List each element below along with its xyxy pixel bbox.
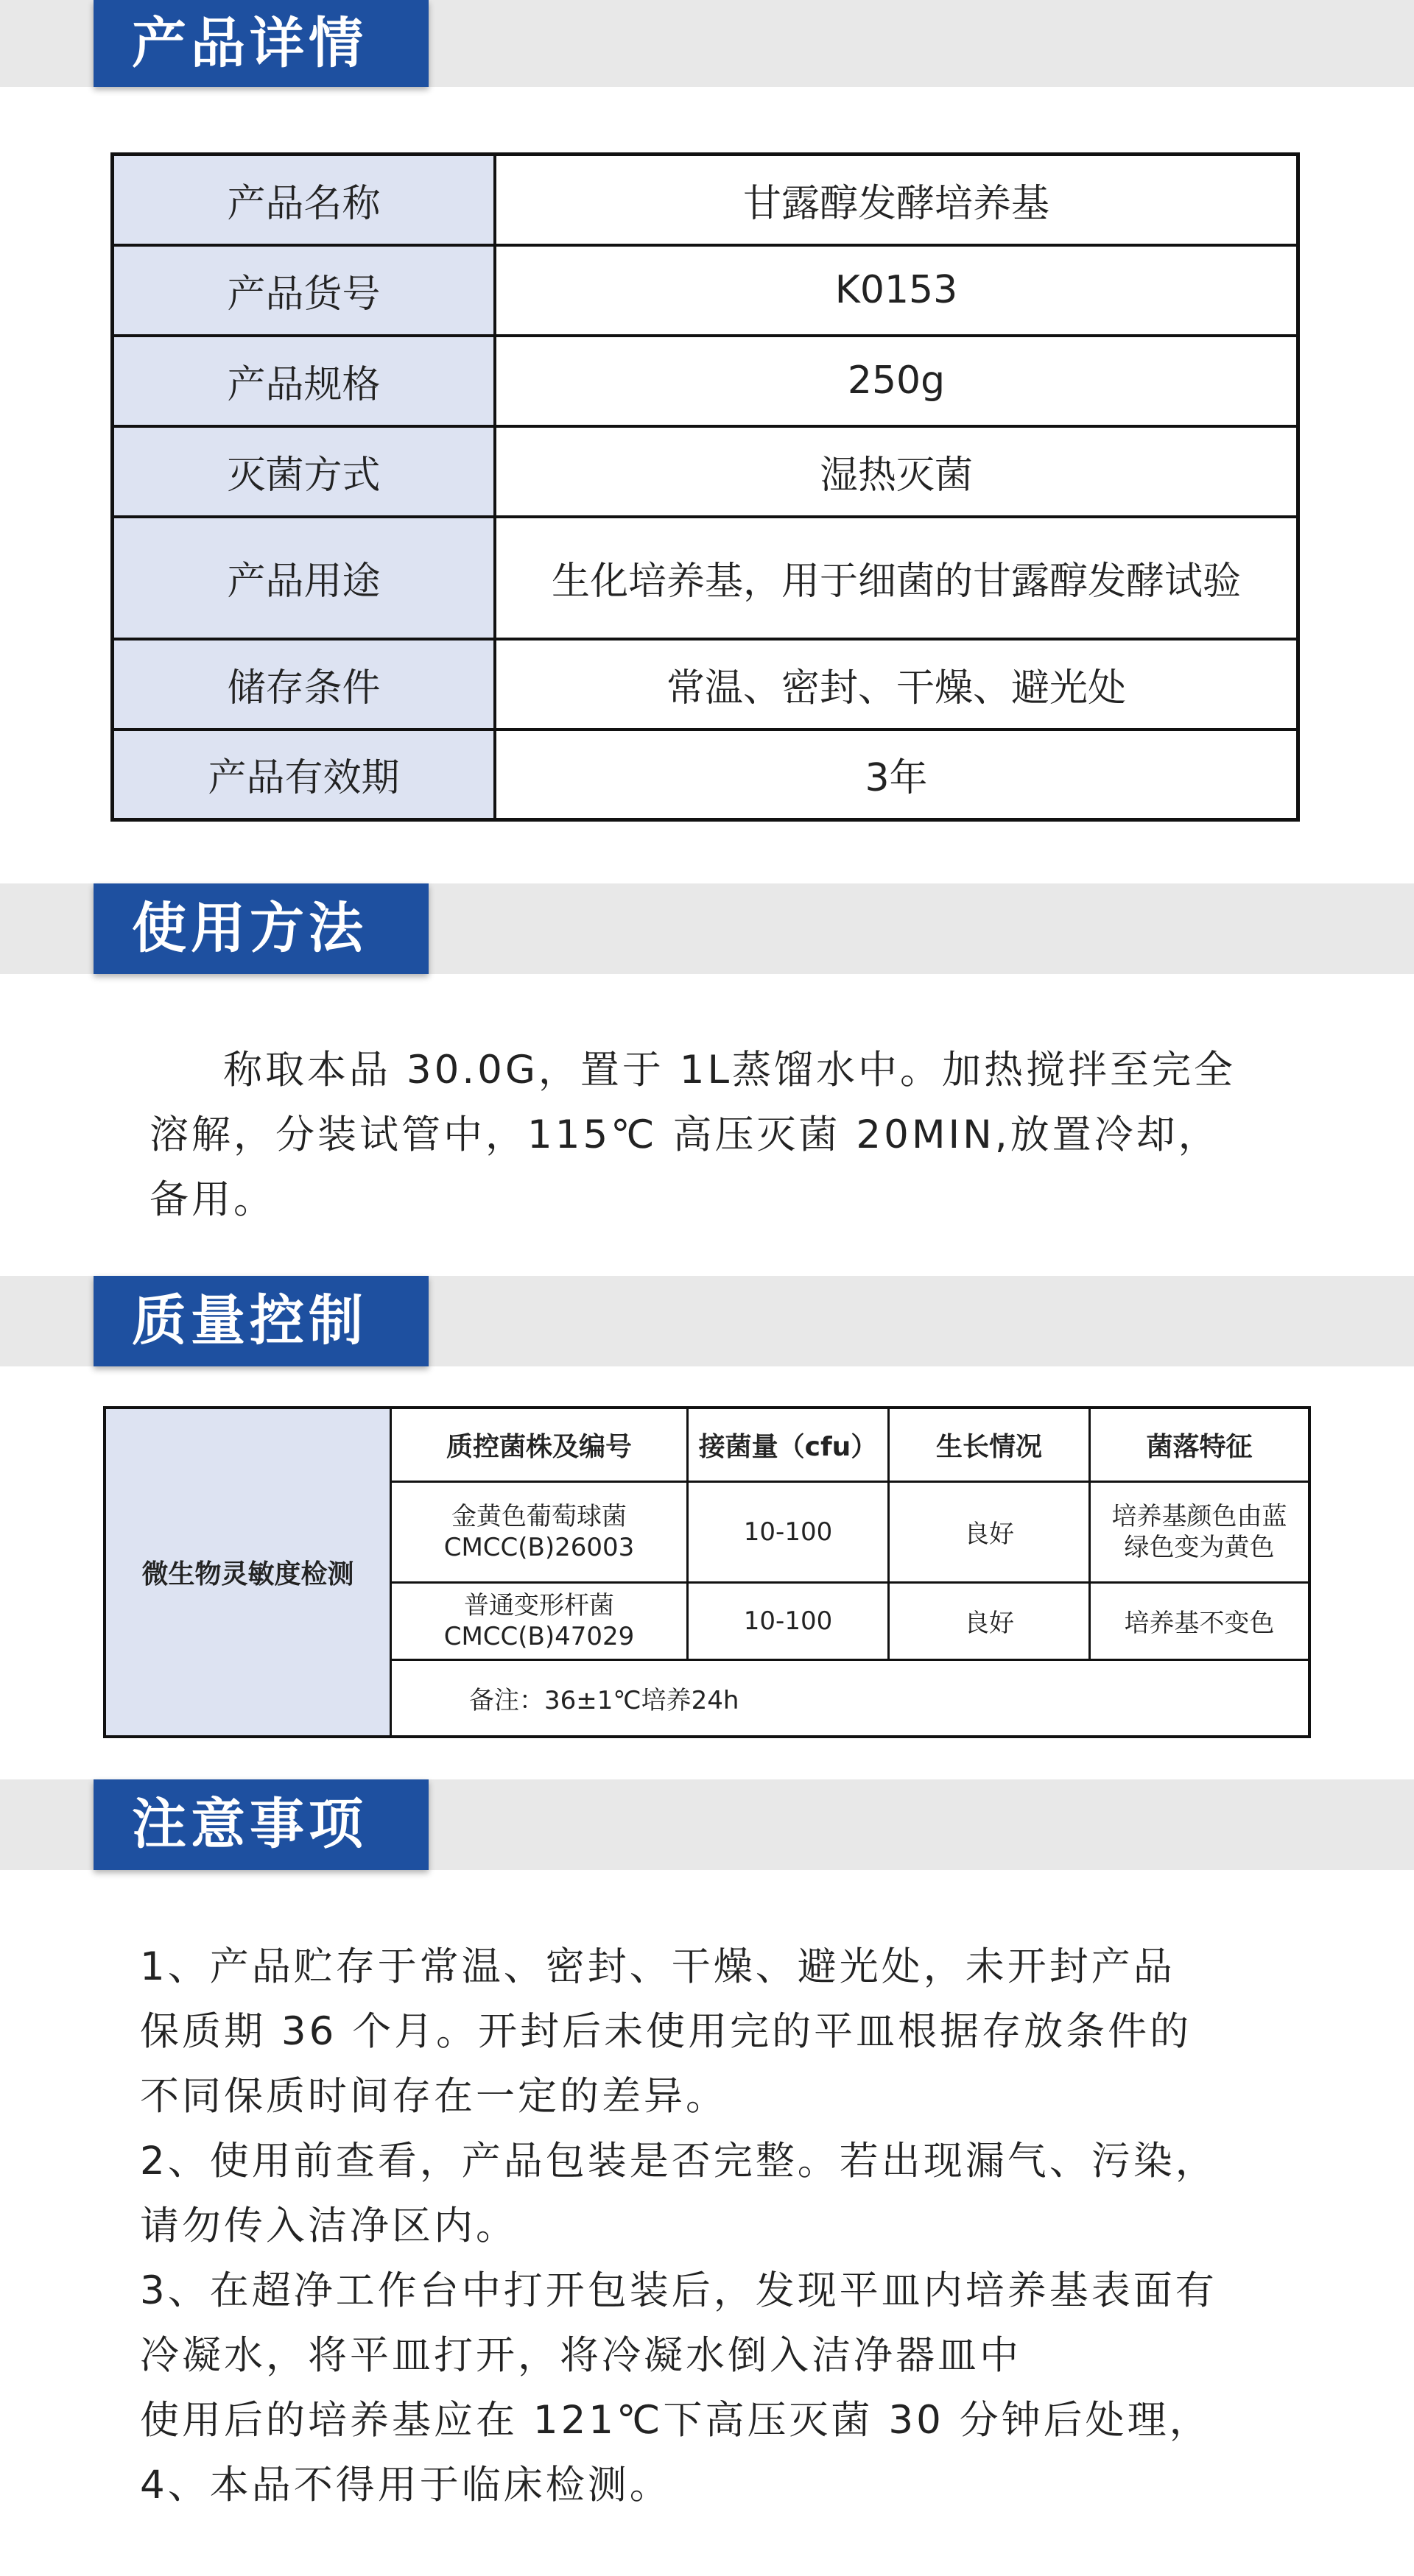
table-row	[113, 426, 1298, 517]
qc-feature-line: 绿色变为黄色	[1124, 1532, 1275, 1562]
detail-value: 250g	[495, 336, 1298, 426]
qc-header: 生长情况	[889, 1408, 1090, 1481]
table-row	[105, 1408, 1309, 1481]
notes-line: 2、使用前查看，产品包装是否完整。若出现漏气、污染，	[140, 2139, 1217, 2184]
product-detail-table	[110, 152, 1300, 822]
qc-strain	[391, 1582, 688, 1659]
notes-line: 保质期 36 个月。开封后未使用完的平皿根据存放条件的	[140, 2009, 1192, 2054]
detail-value: K0153	[495, 245, 1298, 336]
qc-growth: 良好	[889, 1481, 1090, 1582]
detail-key: 产品货号	[113, 245, 496, 336]
detail-key: 灭菌方式	[113, 426, 496, 517]
notes-line: 1、产品贮存于常温、密封、干燥、避光处，未开封产品	[140, 1944, 1175, 1989]
qc-feature	[1090, 1481, 1310, 1582]
detail-value: 湿热灭菌	[495, 426, 1298, 517]
qc-note: 备注：36±1℃培养24h	[391, 1659, 1310, 1737]
notes-line: 请勿传入洁净区内。	[140, 2203, 518, 2248]
table-row	[113, 155, 1298, 245]
qc-strain-name: 普通变形杆菌	[464, 1590, 614, 1620]
table-row	[113, 517, 1298, 639]
qc-strain-code: CMCC(B)26003	[443, 1532, 635, 1562]
detail-key: 产品用途	[113, 517, 496, 639]
qc-inoculum: 10-100	[688, 1582, 889, 1659]
detail-value: 常温、密封、干燥、避光处	[495, 639, 1298, 730]
detail-key: 产品有效期	[113, 730, 496, 820]
usage-line: 备用。	[150, 1177, 275, 1222]
detail-value: 甘露醇发酵培养基	[495, 155, 1298, 245]
table-row	[113, 730, 1298, 820]
detail-value: 3年	[495, 730, 1298, 820]
table-row	[113, 639, 1298, 730]
notes-line: 使用后的培养基应在 121℃下高压灭菌 30 分钟后处理，	[140, 2398, 1211, 2443]
detail-key: 储存条件	[113, 639, 496, 730]
qc-strain-name: 金黄色葡萄球菌	[451, 1501, 627, 1531]
section-title-detail: 产品详情	[94, 0, 429, 87]
qc-header: 接菌量（cfu）	[688, 1408, 889, 1481]
qc-header: 菌落特征	[1090, 1408, 1310, 1481]
quality-control-table	[103, 1406, 1311, 1738]
table-row	[113, 336, 1298, 426]
section-title-qc: 质量控制	[94, 1276, 429, 1366]
usage-line: 称取本品 30.0G，置于 1L蒸馏水中。加热搅拌至完全	[223, 1048, 1237, 1093]
qc-feature-line: 培养基颜色由蓝	[1111, 1501, 1287, 1531]
section-title-usage: 使用方法	[94, 883, 429, 974]
usage-line: 溶解，分装试管中，115℃ 高压灭菌 20MIN,放置冷却，	[150, 1112, 1220, 1157]
notes-line: 4、本品不得用于临床检测。	[140, 2463, 672, 2508]
notes-line: 3、在超净工作台中打开包装后，发现平皿内培养基表面有	[140, 2268, 1217, 2313]
qc-feature: 培养基不变色	[1090, 1582, 1310, 1659]
qc-strain-code: CMCC(B)47029	[443, 1621, 635, 1651]
usage-paragraph	[150, 1038, 1236, 1232]
notes-paragraph	[140, 1935, 1217, 2518]
detail-key: 产品规格	[113, 336, 496, 426]
notes-line: 不同保质时间存在一定的差异。	[140, 2074, 728, 2119]
table-row	[113, 245, 1298, 336]
qc-growth: 良好	[889, 1582, 1090, 1659]
detail-value: 生化培养基，用于细菌的甘露醇发酵试验	[495, 517, 1298, 639]
detail-key: 产品名称	[113, 155, 496, 245]
qc-inoculum: 10-100	[688, 1481, 889, 1582]
qc-header: 质控菌株及编号	[391, 1408, 688, 1481]
qc-strain	[391, 1481, 688, 1582]
qc-side-label: 微生物灵敏度检测	[105, 1408, 391, 1737]
section-title-notes: 注意事项	[94, 1779, 429, 1870]
notes-line: 冷凝水，将平皿打开，将冷凝水倒入洁净器皿中	[140, 2333, 1021, 2378]
